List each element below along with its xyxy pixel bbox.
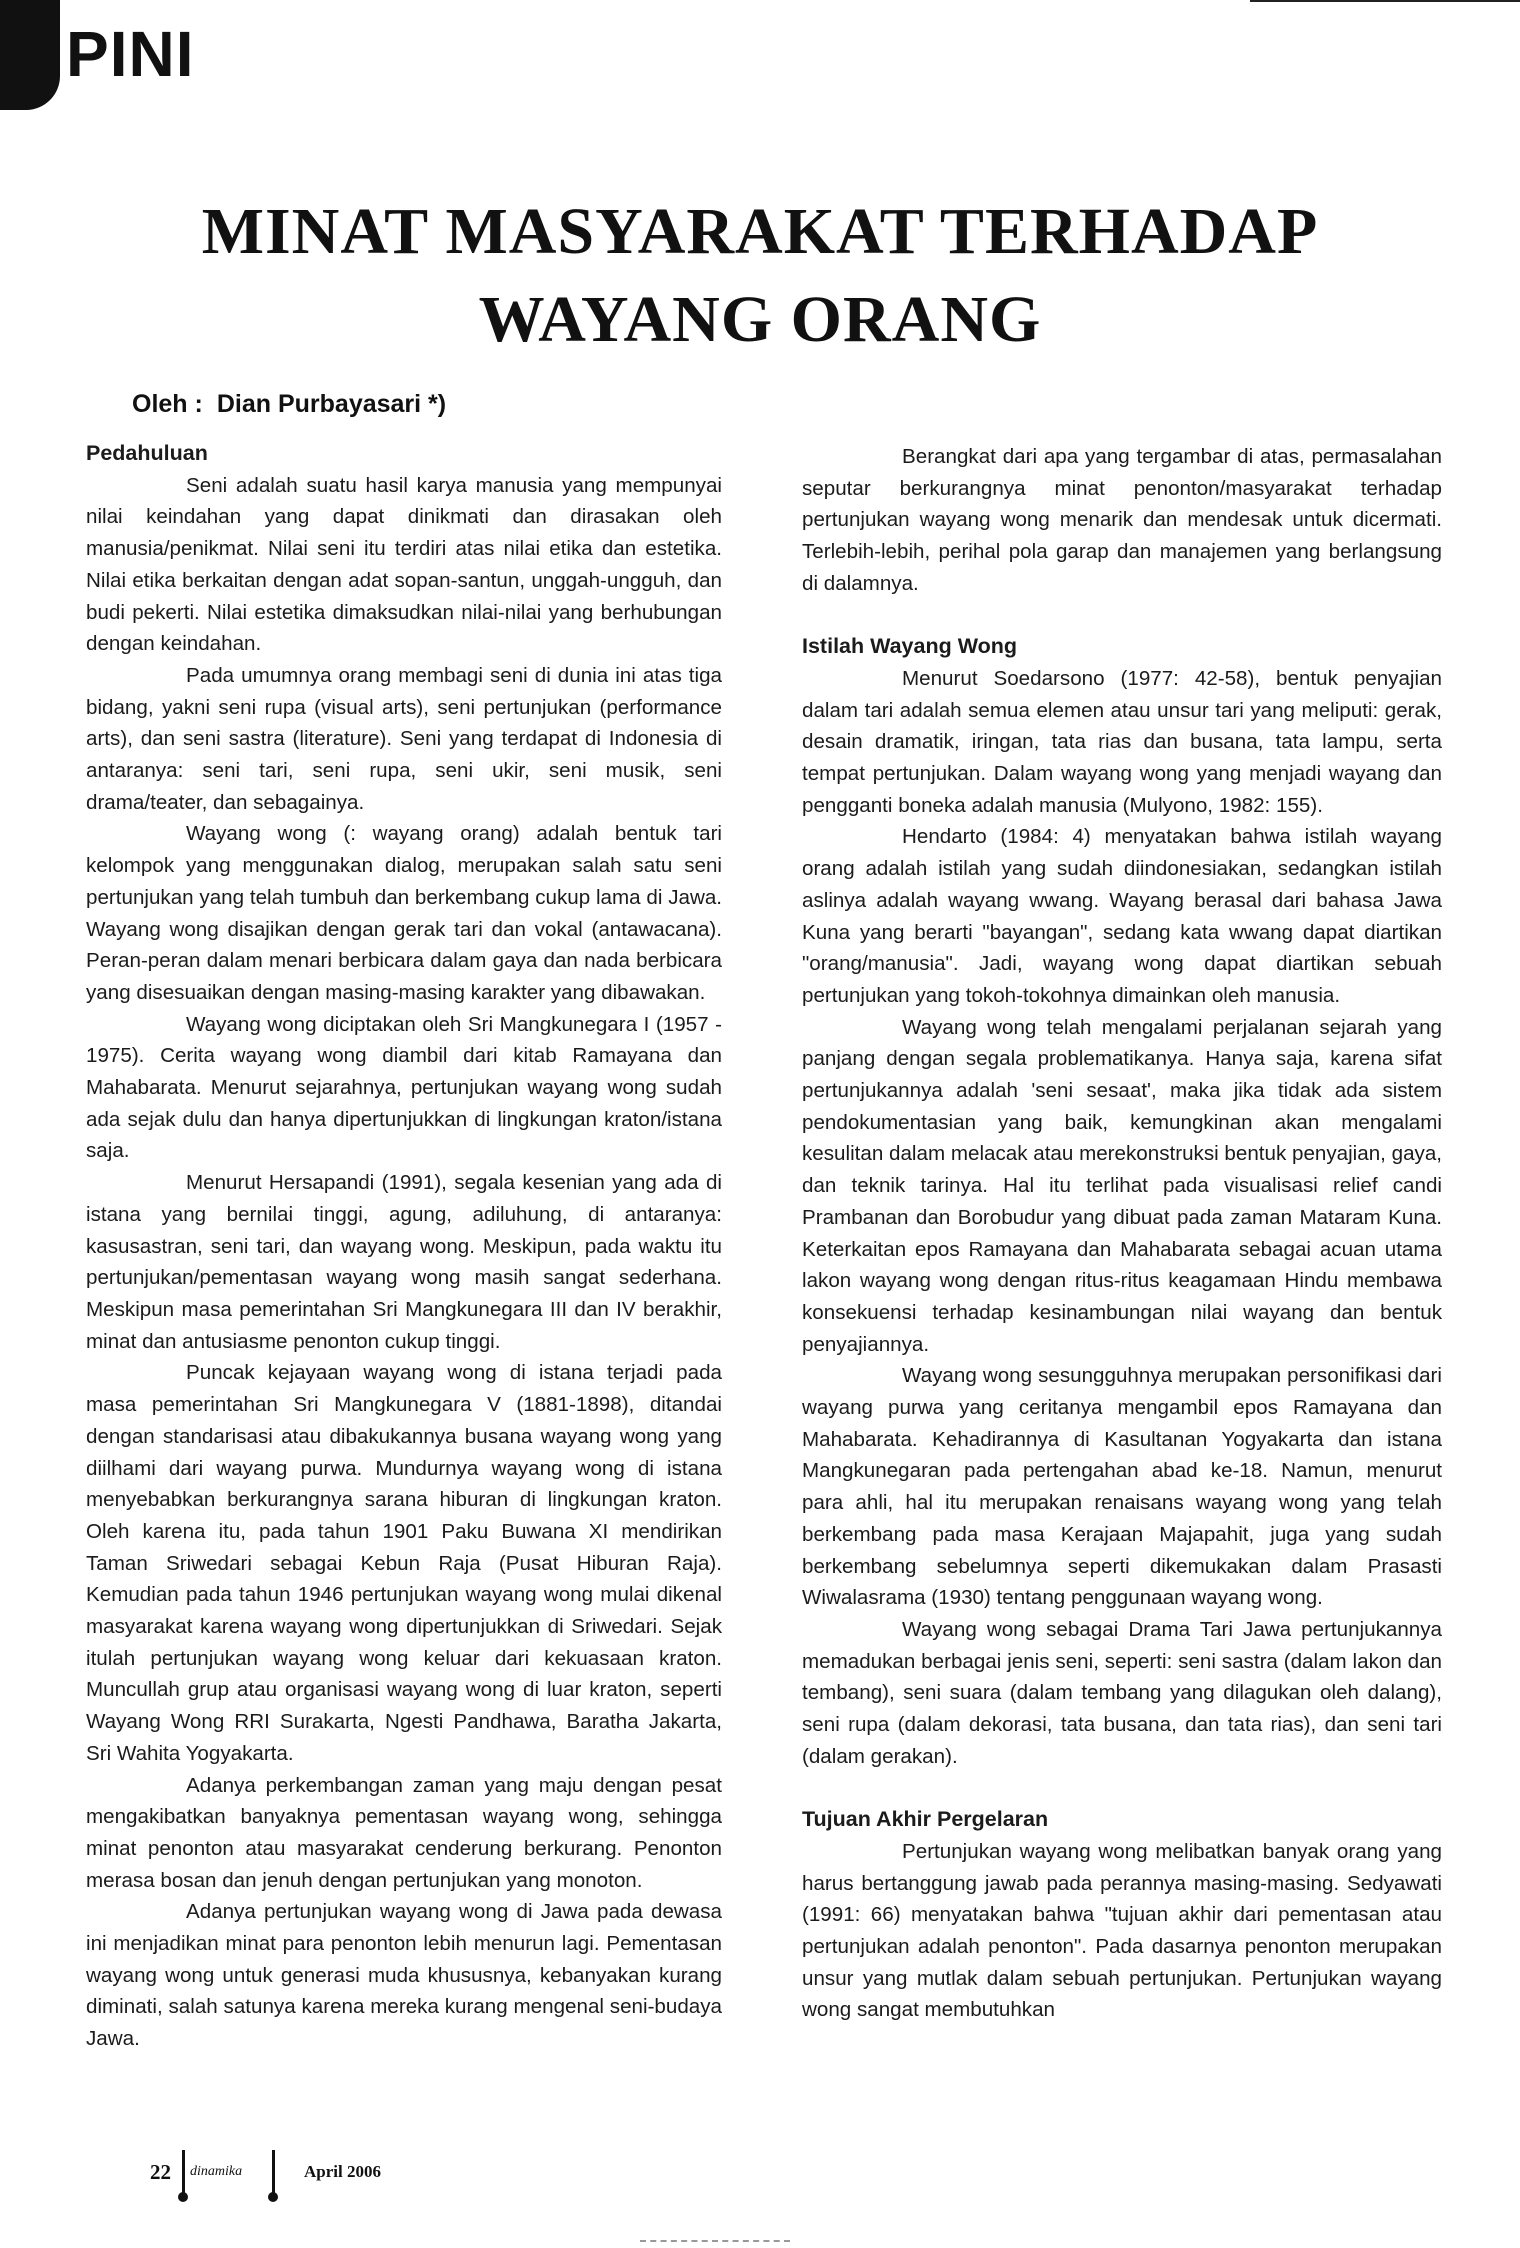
footer-dot-right (268, 2192, 278, 2202)
footer-date: April 2006 (304, 2162, 381, 2181)
section-heading-goal: Tujuan Akhir Pergelaran (802, 1807, 1049, 1832)
page-number: 22 (150, 2160, 171, 2184)
spacer (802, 600, 1442, 632)
paragraph: Wayang wong telah mengalami perjalanan sejarah yang panjang dengan segala problematikanya. Hanya saja, karena sifat pertunjukannya adalah 'seni sesaat', maka jika tidak ada sistem pendokumentasian yang baik, kemungkinan akan mengalami kesulitan dalam melacak atau merekonstruksi bentuk penyajian, gaya, dan teknik tarinya. Hal itu terlihat pada visualisasi relief candi Prambanan dan Borobudur yang dibuat pada zaman Mataram Kuna. Keterkaitan epos Ramayana dan Mahabarata sebagai acuan utama lakon wayang wong dengan ritus-ritus keagamaan Hindu membawa konsekuensi terhadap kesinambungan nilai wayang dan bentuk penyajiannya. (802, 1015, 1442, 1356)
bottom-edge-mark (640, 2240, 790, 2242)
spacer (802, 1773, 1442, 1805)
paragraph: Wayang wong diciptakan oleh Sri Mangkunegara I (1957 - 1975). Cerita wayang wong diambil dari kitab Ramayana dan Mahabarata. Menurut sejarahnya, pertunjukan wayang wong sudah ada sejak dulu dan hanya dipertunjukkan di lingkungan kraton/istana saja. (86, 1012, 722, 1163)
byline-author: Dian Purbayasari *) (216, 390, 447, 418)
section-heading-term: Istilah Wayang Wong (802, 634, 1018, 659)
article-title-line-2: WAYANG ORANG (478, 283, 1042, 356)
paragraph: Wayang wong sesungguhnya merupakan personifikasi dari wayang purwa yang ceritanya mengambil epos Ramayana dan Mahabarata. Kehadirannya di Kasultanan Yogyakarta dan istana Mangkunegaran pada pertengahan abad ke-18. Namun, menurut para ahli, hal itu merupakan renaisans wayang wong yang telah berkembang pada masa Kerajaan Majapahit, juga yang sudah berkembang sebelumnya seperti dikemukakan dalam Prasasti Wiwalasrama (1930) tentang penggunaan wayang wong. (802, 1364, 1442, 1610)
paragraph: Adanya pertunjukan wayang wong di Jawa pada dewasa ini menjadikan minat para penonton lebih menurun lagi. Pementasan wayang wong untuk generasi muda khususnya, kebanyakan kurang diminati, salah satunya karena mereka kurang mengenal seni-budaya Jawa. (86, 1900, 722, 2051)
paragraph: Pertunjukan wayang wong melibatkan banyak orang yang harus bertanggung jawab pada perannya masing-masing. Sedyawati (1991: 66) menyatakan bahwa "tujuan akhir dari pementasan atau pertunjukan adalah penonton". Pada dasarnya penonton merupakan unsur yang mutlak dalam sebuah pertunjukan. Pertunjukan wayang wong sangat membutuhkan (802, 1839, 1442, 2022)
paragraph: Adanya perkembangan zaman yang maju dengan pesat mengakibatkan banyaknya pementasan wayang wong, sehingga minat penonton atau masyarakat cenderung berkurang. Penonton merasa bosan dan jenuh dengan pertunjukan yang monoton. (86, 1773, 722, 1892)
footer-magazine-name: dinamika (190, 2164, 243, 2179)
paragraph: Menurut Soedarsono (1977: 42-58), bentuk penyajian dalam tari adalah semua elemen atau unsur tari yang meliputi: gerak, desain dramatik, iringan, tata rias dan busana, tata lampu, serta tempat pertunjukan. Dalam wayang wong yang menjadi wayang dan pengganti boneka adalah manusia (Mulyono, 1982: 155). (802, 666, 1442, 817)
section-heading-introduction: Pedahuluan (86, 441, 208, 465)
paragraph: Seni adalah suatu hasil karya manusia yang mempunyai nilai keindahan yang dapat dinikmati dan dirasakan oleh manusia/penikmat. Nilai seni itu terdiri atas nilai etika dan estetika. Nilai etika berkaitan dengan adat sopan-santun, unggah-ungguh, dan budi pekerti. Nilai estetika dimaksudkan nilai-nilai yang berhubungan dengan keindahan. (86, 473, 722, 656)
section-label: PINI (66, 18, 195, 90)
byline-prefix: Oleh : (132, 390, 203, 418)
byline (132, 390, 446, 419)
right-column (802, 441, 1442, 2026)
paragraph: Berangkat dari apa yang tergambar di atas, permasalahan seputar berkurangnya minat penonton/masyarakat terhadap pertunjukan wayang wong menarik dan mendesak untuk dicermati. Terlebih-lebih, perihal pola garap dan manajemen yang berlangsung di dalamnya. (802, 445, 1442, 595)
paragraph: Pada umumnya orang membagi seni di dunia ini atas tiga bidang, yakni seni rupa (visual arts), seni pertunjukan (performance arts), dan seni sastra (literature). Seni yang terdapat di Indonesia di antaranya: seni tari, seni rupa, seni ukir, seni musik, seni drama/teater, dan sebagainya. (86, 663, 722, 814)
paragraph: Menurut Hersapandi (1991), segala kesenian yang ada di istana yang bernilai tinggi, agung, adiluhung, di antaranya: kasusastran, seni tari, dan wayang wong. Meskipun, pada waktu itu pertunjukan/pementasan wayang wong masih sangat sederhana. Meskipun masa pemerintahan Sri Mangkunegara III dan IV berakhir, minat dan antusiasme penonton cukup tinggi. (86, 1171, 722, 1353)
left-column (86, 438, 722, 2055)
page-footer (150, 2150, 450, 2210)
footer-rule-right (272, 2150, 275, 2194)
top-rule-divider (1250, 0, 1520, 2)
footer-dot-left (178, 2192, 188, 2202)
paragraph: Puncak kejayaan wayang wong di istana terjadi pada masa pemerintahan Sri Mangkunegara V (1881-1898), ditandai dengan standarisasi atau dibakukannya busana wayang wong yang diilhami dari wayang purwa. Mundurnya wayang wong di istana menyebabkan berkurangnya sarana hiburan di lingkungan kraton. Oleh karena itu, pada tahun 1901 Paku Buwana XI mendirikan Taman Sriwedari sebagai Kebun Raja (Pusat Hiburan Raja). Kemudian pada tahun 1946 pertunjukan wayang wong mulai dikenal masyarakat karena wayang wong dipertunjukkan di Sriwedari. Sejak itulah pertunjukan wayang wong keluar dari kekuasaan kraton. Muncullah grup atau organisasi wayang wong di luar kraton, seperti Wayang Wong RRI Surakarta, Ngesti Pandhawa, Baratha Jakarta, Sri Wahita Yogyakarta. (86, 1361, 722, 1765)
footer-rule-left (182, 2150, 185, 2194)
paragraph: Wayang wong (: wayang orang) adalah bentuk tari kelompok yang menggunakan dialog, merupakan salah satu seni pertunjukan yang telah tumbuh dan berkembang cukup lama di Jawa. Wayang wong disajikan dengan gerak tari dan vokal (antawacana). Peran-peran dalam menari berbicara dalam gaya dan nada berbicara yang disesuaikan dengan masing-masing karakter yang dibawakan. (86, 822, 722, 1004)
article-title (60, 188, 1460, 364)
paragraph: Wayang wong sebagai Drama Tari Jawa pertunjukannya memadukan berbagai jenis seni, seperti: seni sastra (dalam lakon dan tembang), seni suara (dalam tembang yang dilagukan oleh dalang), seni rupa (dalam dekorasi, tata busana, dan tata rias), dan seni tari (dalam gerakan). (802, 1618, 1442, 1768)
article-title-line-1: MINAT MASYARAKAT TERHADAP (201, 195, 1319, 268)
section-tab-marker (0, 0, 60, 110)
paragraph: Hendarto (1984: 4) menyatakan bahwa istilah wayang orang adalah istilah yang sudah diindonesiakan, sedangkan istilah aslinya adalah wayang wwang. Wayang berasal dari bahasa Jawa Kuna yang berarti "bayangan", sedang kata wwang dapat diartikan "orang/manusia". Jadi, wayang wong dapat diartikan sebuah pertunjukan yang tokoh-tokohnya dimainkan oleh manusia. (802, 825, 1442, 1007)
